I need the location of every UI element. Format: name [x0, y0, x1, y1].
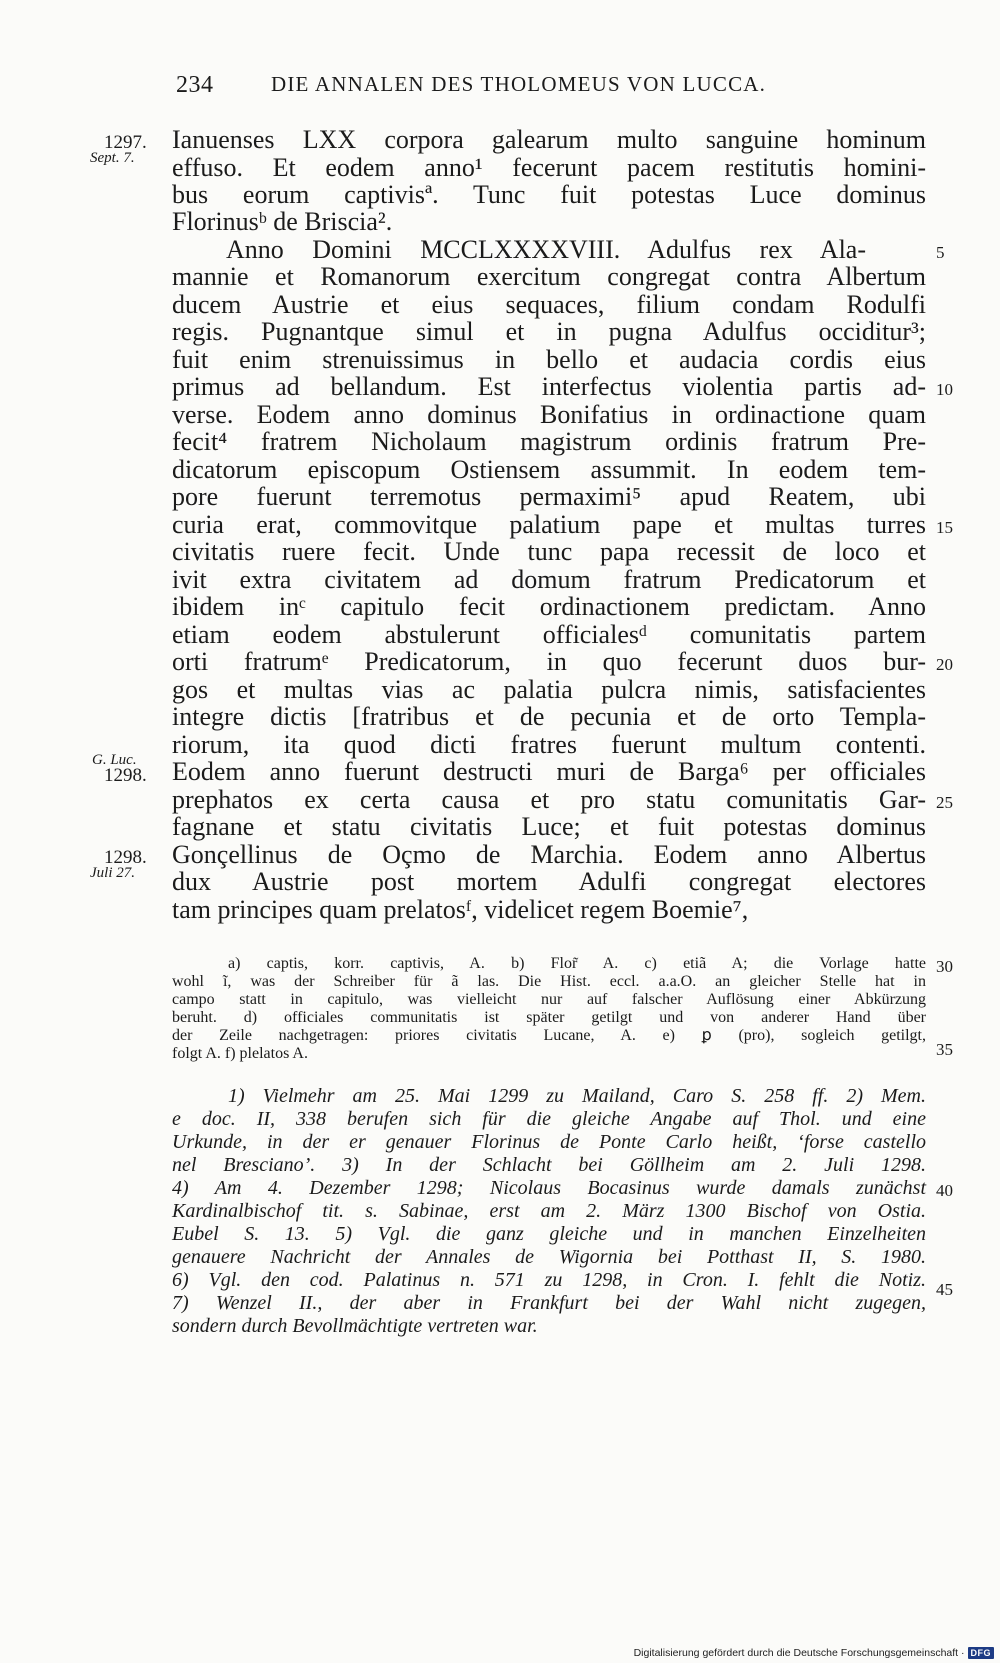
- text-line: effuso. Et eodem anno¹ fecerunt pacem restitutis homini-: [172, 153, 926, 182]
- text-line: orti fratrumᵉ Predicatorum, in quo fecerunt duos bur-: [172, 647, 926, 676]
- credit-text: Digitalisierung gefördert durch die Deutsche Forschungsgemeinschaft ·: [633, 1647, 965, 1659]
- text-line: fagnane et statu civitatis Luce; et fuit potestas dominus: [172, 812, 926, 841]
- margin-year: 1298.: [104, 847, 147, 868]
- margin-note-1298-juli: [90, 847, 147, 882]
- running-title: DIE ANNALEN DES THOLOMEUS VON LUCCA.: [271, 72, 767, 96]
- text-line: Florinusᵇ de Briscia².: [172, 207, 393, 236]
- text-line: dicatorum episcopum Ostiensem assummit. In eodem tem-: [172, 455, 926, 484]
- text-line: civitatis ruere fecit. Unde tunc papa recessit de loco et: [172, 537, 926, 566]
- text-line: Anno Domini MCCLXXXXVIII. Adulfus rex Ala-: [226, 235, 866, 264]
- margin-date: Juli 27.: [90, 865, 135, 881]
- text-line: ivit extra civitatem ad domum fratrum Predicatorum et: [172, 565, 926, 594]
- text-line: pore fuerunt terremotus permaximi⁵ apud Reatem, ubi: [172, 482, 926, 511]
- text-line: primus ad bellandum. Est interfectus violentia partis ad-: [172, 372, 926, 401]
- apparatus-line: beruht. d) officiales communitatis ist später getilgt und von anderer Hand über: [172, 1009, 926, 1026]
- apparatus-line: wohl ĩ, was der Schreiber für ã las. Die Hist. eccl. a.a.O. an gleicher Stelle hat in: [172, 973, 926, 990]
- apparatus-line: campo statt in capitulo, was vielleicht nur auf falscher Auflösung einer Abkürzung: [172, 991, 926, 1008]
- apparatus-line: der Zeile nachgetragen: priores civitatis Lucane, A. e) ꝑ (pro), sogleich getilgt,: [172, 1027, 926, 1044]
- apparatus-line: folgt A. f) plelatos A.: [172, 1045, 308, 1062]
- line-number: 10: [936, 380, 953, 399]
- text-line: regis. Pugnantque simul et in pugna Adulfus occiditur³;: [172, 317, 926, 346]
- margin-note-1297: [90, 132, 147, 167]
- text-line: etiam eodem abstulerunt officialesᵈ comunitatis partem: [172, 620, 926, 649]
- text-line: ducem Austrie et eius sequaces, filium condam Rodulfi: [172, 290, 926, 319]
- apparatus-line: a) captis, korr. captivis, A. b) Flor̃ A. c) etiã A; die Vorlage hatte: [228, 955, 926, 972]
- text-line: Eodem anno fuerunt destructi muri de Barga⁶ per officiales: [172, 757, 926, 786]
- note-line: e doc. II, 338 berufen sich für die gleiche Angabe auf Thol. und eine: [172, 1108, 926, 1130]
- note-line: 4) Am 4. Dezember 1298; Nicolaus Bocasinus wurde damals zunächst: [172, 1177, 926, 1199]
- margin-note-1298-gluc: [92, 752, 147, 787]
- line-number: 15: [936, 518, 953, 537]
- dfg-logo-icon: DFG: [968, 1647, 995, 1659]
- text-line: prephatos ex certa causa et pro statu comunitatis Gar-: [172, 785, 926, 814]
- note-line: sondern durch Bevollmächtigte vertreten war.: [172, 1315, 538, 1337]
- note-line: genauere Nachricht der Annales de Wigornia bei Potthast II, S. 1980.: [172, 1246, 926, 1268]
- text-line: dux Austrie post mortem Adulfi congregat electores: [172, 867, 926, 896]
- margin-source: G. Luc.: [92, 752, 137, 768]
- text-line: Gonçellinus de Oçmo de Marchia. Eodem anno Albertus: [172, 840, 926, 869]
- text-line: Ianuenses LXX corpora galearum multo sanguine hominum: [172, 125, 926, 154]
- digitization-credit: [634, 1647, 994, 1659]
- margin-year: 1297.: [104, 132, 147, 153]
- note-line: Kardinalbischof tit. s. Sabinae, erst am 2. März 1300 Bischof von Ostia.: [172, 1200, 926, 1222]
- line-number: 30: [936, 957, 953, 976]
- line-number: 25: [936, 793, 953, 812]
- text-line: curia erat, commovitque palatium pape et multas turres: [172, 510, 926, 539]
- text-line: bus eorum captivisª. Tunc fuit potestas Luce dominus: [172, 180, 926, 209]
- text-line: ibidem inᶜ capitulo fecit ordinactionem predictam. Anno: [172, 592, 926, 621]
- line-number: 20: [936, 655, 953, 674]
- text-line: riorum, ita quod dicti fratres fuerunt multum contenti.: [172, 730, 926, 759]
- page-number: 234: [176, 72, 214, 98]
- text-line: fecit⁴ fratrem Nicholaum magistrum ordinis fratrum Pre-: [172, 427, 926, 456]
- note-line: 7) Wenzel II., der aber in Frankfurt bei der Wahl nicht zugegen,: [172, 1292, 926, 1314]
- line-number: 35: [936, 1040, 953, 1059]
- margin-date: Sept. 7.: [90, 150, 135, 166]
- text-line: gos et multas vias ac palatia pulcra nimis, satisfacientes: [172, 675, 926, 704]
- note-line: nel Bresciano’. 3) In der Schlacht bei Göllheim am 2. Juli 1298.: [172, 1154, 926, 1176]
- text-line: fuit enim strenuissimus in bello et audacia cordis eius: [172, 345, 926, 374]
- line-number: 45: [936, 1280, 953, 1299]
- text-line: verse. Eodem anno dominus Bonifatius in ordinactione quam: [172, 400, 926, 429]
- note-line: 1) Vielmehr am 25. Mai 1299 zu Mailand, Caro S. 258 ff. 2) Mem.: [228, 1085, 926, 1107]
- text-line: tam principes quam prelatosᶠ, videlicet regem Boemie⁷,: [172, 895, 749, 924]
- line-number: 40: [936, 1181, 953, 1200]
- note-line: Eubel S. 13. 5) Vgl. die ganz gleiche und in manchen Einzelheiten: [172, 1223, 926, 1245]
- note-line: Urkunde, in der er genauer Florinus de Ponte Carlo heißt, ‘forse castello: [172, 1131, 926, 1153]
- margin-year: 1298.: [104, 765, 147, 786]
- line-number: 5: [936, 243, 945, 262]
- text-line: integre dictis [fratribus et de pecunia et de orto Templa-: [172, 702, 926, 731]
- text-line: mannie et Romanorum exercitum congregat contra Albertum: [172, 262, 926, 291]
- note-line: 6) Vgl. den cod. Palatinus n. 571 zu 1298, in Cron. I. fehlt die Notiz.: [172, 1269, 926, 1291]
